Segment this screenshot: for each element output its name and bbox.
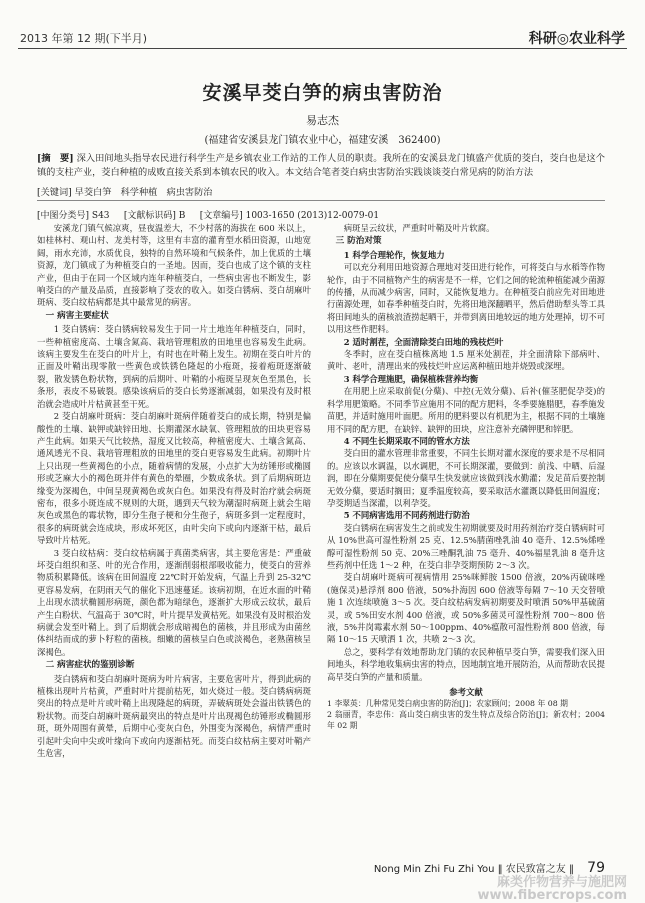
article-title: 安溪早茭白笋的病虫害防治	[202, 82, 443, 104]
issue-label: 2013 年第 12 期(下半月)	[20, 32, 148, 45]
clc-value: S43	[91, 211, 110, 221]
reference: 2 翁丽青，李忠伟：高山茭白病虫害的发生特点及综合防治[J]；新农村；2004 年 02 期	[327, 710, 605, 731]
reference: 1 李翠英：几种常见茭白病虫害的防治[J]；农家顾问；2008 年 08 期	[327, 699, 568, 709]
section-heading: 5 不同病害选用不同药剂进行防治	[343, 510, 470, 521]
watermark-line2: www.fibercrops.com	[477, 888, 627, 903]
keywords-text: 早茭白笋 科学种植 病虫害防治	[74, 187, 213, 198]
page-header	[0, 0, 645, 56]
section-label: 科研◎农业科学	[528, 31, 625, 47]
section-heading: 1 科学合理轮作，恢复地力	[343, 249, 445, 260]
watermark	[477, 876, 627, 902]
references-heading: 参考文献	[449, 687, 483, 698]
paragraph: 在用肥上应采取前促(分蘖)、中控(无效分蘖)、后补(催茎肥促孕茭)的科学用肥策略。不同季节应施用不同的配方肥料，冬季要施腊肥，春季施发苗肥，并适时施用叶面肥。所用的肥料要以有机肥为主，根据不同的土壤施用不同的配方肥，在缺锌、缺钾的田块，应注意补充磷钾肥和锌肥。	[327, 386, 605, 434]
right-column	[327, 222, 605, 731]
clc-label: [中图分类号]	[37, 211, 90, 221]
paragraph: 2 茭白胡麻叶斑病：茭白胡麻叶斑病伴随着茭白的成长期，特别是偏酸性的土壤、缺钾或缺锌田地、长期灌深水缺氧、管理粗放的田块更容易产生此病。如果天气比较热，湿度又比较高，种植密度大、土壤含氮高、通风透光不良、栽培管理粗放的田地里的茭白更容易发生此病。初期叶片上只出现一些黄褐色的小点，随着病情的发展，小点扩大为纺锤形或椭圆形或芝麻大小的褐色斑并伴有黄色的晕圈，少数成条状。到了后期病斑边缘变为深褐色，中间呈现黄褐色或灰白色。如果没有得及时治疗就会病斑密布，很多小斑连成不规则的大斑，遇到天气较为潮湿时病斑上就会生暗灰色或黑色的霉状物，即分生孢子梗和分生孢子，病斑多到一定程度时，很多的病斑就会连成块，形成坏死区，由叶尖向下或向内逐渐干枯，最后导致叶片枯死。	[37, 411, 311, 546]
abstract	[37, 152, 605, 180]
id-label: [文章编号]	[199, 211, 243, 221]
classification	[37, 208, 605, 221]
page-footer	[374, 860, 605, 876]
section-heading: 4 不同生长期采取不同的管水方法	[343, 435, 470, 446]
paragraph: 茭白锈病和茭白胡麻叶斑病为叶片病害，主要危害叶片，得到此病的植株出现叶片枯黄，严重时叶片提前枯死，如火烧过一般。茭白锈病病斑突出的特点是叶片或叶鞘上出现隆起的病斑，弄破病斑处会溢出铁锈色的粉状物。而茭白胡麻叶斑病最突出的特点是叶片出现褐色纺锤形或椭圆形斑，斑外周围有黄晕，后期中心变灰白色，外围变为深褐色，病情严重时引起叶尖向中尖或叶缘向下或向内逐渐枯死。而茭白纹枯病主要对叶鞘产生危害，	[37, 673, 311, 759]
section-heading: 三 防治对策	[335, 236, 382, 247]
paragraph: 可以充分利用田地资源合理地对茭田进行轮作，可将茭白与水稻等作物轮作，由于不同植物产生的病害是不一样，它们之间的轮流种植能减少菌源的传播，从而减少病害，同时，又能恢复地力。在种植茭白前应先对田地进行菌源处理，如春季种植茭白时，先将田地深翻晒平，然后借助犁头等工具将田间地头的菌核浪渣捞起晒干，并带到离田地较远的地方处理掉，切不可以用这些作肥料。	[327, 262, 605, 335]
author: 易志杰	[306, 114, 339, 127]
abstract-label: [摘 要]	[37, 153, 74, 164]
paragraph: 茭白锈病在病害发生之前或发生初期就要及时用药剂治疗茭白锈病时可从 10%世高可湿性粉剂 25 克、12.5%腈菌唑乳油 40 毫升、12.5%烯唑醇可湿性粉剂 50 克、20%三唑酮乳油 75 毫升、40%福星乳油 8 毫升这些药剂中任选 1～2 种，在茭白非孕茭期预防 2～3 次。	[327, 522, 605, 570]
left-column	[37, 222, 311, 759]
paragraph: 1 茭白锈病：茭白锈病较易发生于同一片土地连年种植茭白，同时，一些种植密度高、土壤含氮高、栽培管理粗放的田地里也容易发生此病。该病主要发生在茭白的叶片上，有时也在叶鞘上发生。初期在茭白叶片的正面及叶鞘出现零散一些黄色或铁锈色隆起的小疱斑，接着疱斑逐渐破裂，散发锈色粉状物，到病的后期叶、叶鞘的小疱斑呈现灰色至黑色，长条形，表皮不易破裂。感染该病后的茭白长势逐渐减弱，如果没有及时根治就会造成叶片枯黄甚至干死。	[37, 324, 311, 409]
doc-value: B	[178, 211, 186, 221]
header-rule	[18, 48, 627, 49]
watermark-line1: 麻类作物营养与施肥网	[496, 875, 627, 890]
doc-label: [文献标识码]	[123, 211, 176, 221]
keywords	[37, 184, 605, 198]
paragraph: 茭白胡麻叶斑病可视病情用 25%咪鲜胺 1500 倍液，20%丙硫咪唑(施保灵)悬浮剂 800 倍液，50%扑海因 600 倍液等每隔 7～10 天交替喷施 1 次连续喷施 3～5 次。茭白纹枯病发病初期要及时喷洒 50%甲基硫菌灵，或 5%田安水剂 400 倍液，或 50%多菌灵可湿性粉剂 700～800 倍液，5%井岗霉素水剂 50～100ppm、40%瘟散可湿性粉剂 800 倍液，每隔 10～15 天喷洒 1 次，共喷 2～3 次。	[327, 572, 605, 645]
journal-name: Nong Min Zhi Fu Zhi You ‖ 农民致富之友 ‖	[373, 864, 574, 875]
keywords-label: [关键词]	[37, 187, 72, 198]
paragraph: 冬季时，应在茭白植株离地 1.5 厘米处割茬，并全面清除下部病叶、黄叶、老叶，清理出来的残枝烂叶应运离种植田地并烧毁或深埋。	[327, 349, 605, 372]
abstract-text: 深入田间地头指导农民进行科学生产是乡镇农业工作站的工作人员的职责。我所在的安溪县龙门镇盛产优质的茭白，茭白也是这个镇的支柱产业，茭白种植的成败直接关系到本镇农民的收入。本文结合笔者茭白病虫害防治实践谈谈茭白常见病的防治方法	[37, 153, 605, 178]
paragraph: 安溪龙门镇气候凉爽，昼夜温差大，不少村落的海拔在 600 米以上，如桂林村、观山村、龙美村等，这里有丰富的灌育型水稻田资源，山地宽阔，雨水充沛，水质优良，独特的自然环境和气候条件，加上优质的土壤资源，龙门镇成了为种植茭白的一圣地。因而，茭白也成了这个镇的支柱产业，但由于在同一个区域内连年种植茭白，一些病虫害也不断发生，影响茭白的产量及品质，直接影响了茭农的收入。如茭白锈病、茭白胡麻叶斑病、茭白纹枯病都是其中最常见的病害。	[37, 223, 311, 308]
paragraph: 茭白田的灌水管理非常重要，不同生长期对灌水深度的要求是不尽相同的。应该以水调温，以水调肥，不可长期深灌，要做到：前浅、中晒、后湿润，即在分蘖期要促使分蘖早生快发就应该做到浅水勤灌；发足苗后要控制无效分蘖，要适时搁田；夏季温度较高，要采取活水灌溉以降低田间温度；孕茭期适当深灌，以利孕茭。	[327, 448, 605, 508]
paragraph: 病斑呈云纹状，严重时叶鞘及叶片软腐。	[343, 223, 495, 233]
affiliation: (福建省安溪县龙门镇农业中心，福建安溪 362400)	[204, 135, 441, 146]
paragraph: 3 茭白纹枯病：茭白纹枯病属于真菌类病害，其主要危害是：严重破坏茭白组织和茎、叶的光合作用，逐渐削弱根部吸收能力，使茭白的营养物质积累降低。该病在田间温度 22℃时开始发病，气温上升到 25-32℃更容易发病，在阴雨天气的催化下迅速蔓延。该病初期，在近水面的叶鞘上出现水渍状椭圆形病斑，颜色都为暗绿色，逐渐扩大形成云纹状，最后产生白粉状、气温高于 30℃时，叶片提早发黄枯死。如果没有及时根治发病就会发至叶鞘上。到了后期就会形成暗褐色的菌核，并且形成为由菌丝体纠结而成的萝卜籽粒的菌核。细嫩的菌核呈白色或淡褐色，老熟菌核呈深褐色。	[37, 547, 311, 657]
id-value: 1003-1650 (2013)12-0079-01	[245, 211, 380, 221]
section-heading: 2 适时割茬，全面清除茭白田地的残枝烂叶	[343, 336, 504, 347]
section-heading: 二 病害症状的鉴别诊断	[45, 660, 135, 671]
paragraph: 总之，要科学有效地帮助龙门镇的农民种植早茭白笋，需要我们深入田间地头，科学地收集病虫害的特点，因地制宜地开展防治，从而帮助农民提高早茭白笋的产量和质量。	[327, 646, 605, 682]
section-heading: 3 科学合理施肥，确保植株营养均衡	[343, 373, 479, 384]
section-heading: 一 病害主要症状	[45, 310, 109, 321]
page-number: 79	[587, 860, 605, 876]
divider	[37, 200, 605, 201]
